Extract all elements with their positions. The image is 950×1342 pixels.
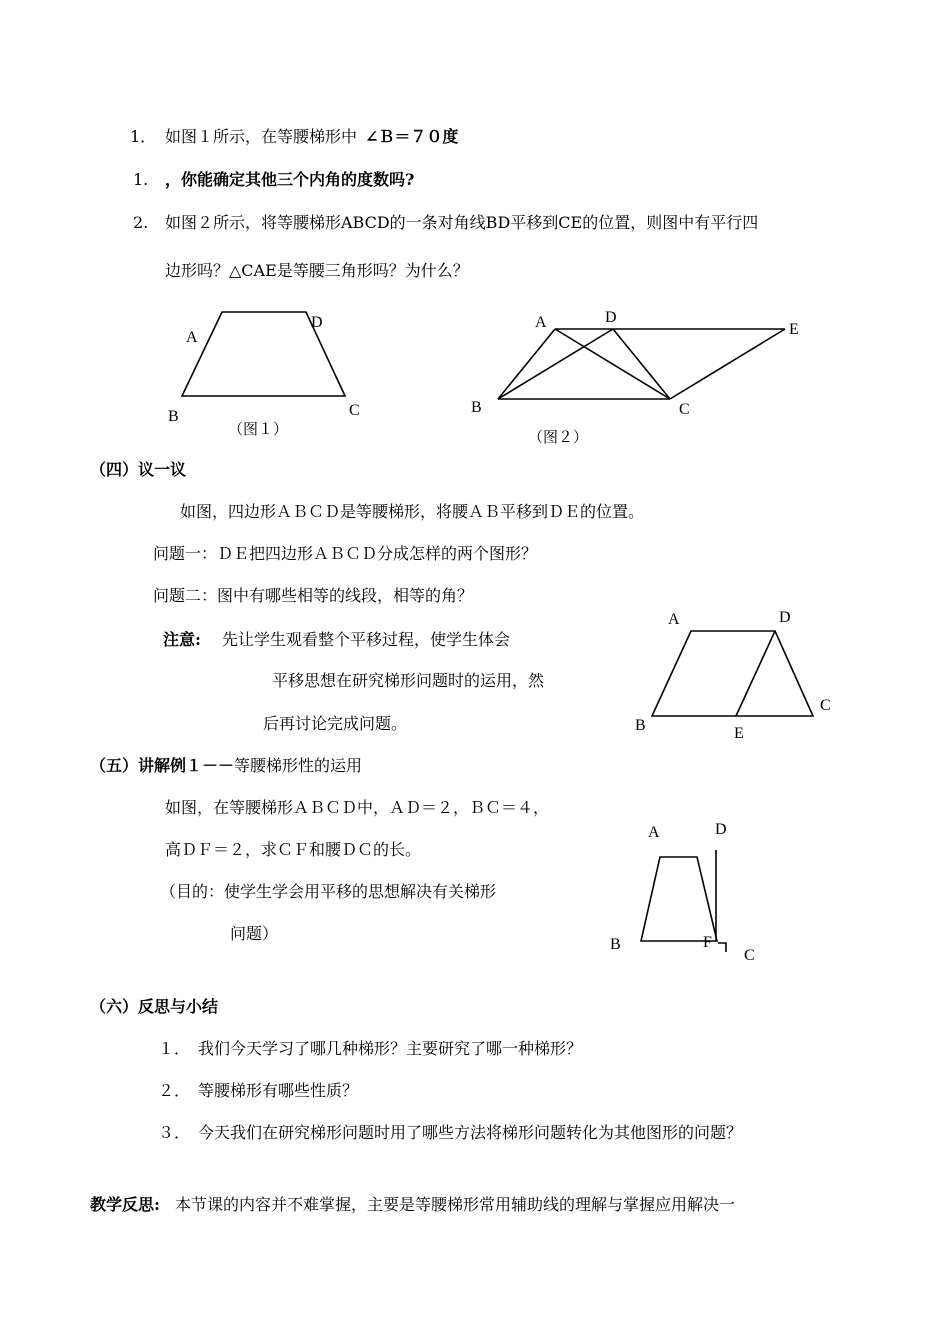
q1-text-angle: ∠Ｂ＝７０度 bbox=[365, 127, 459, 146]
fig2-label-c: C bbox=[679, 401, 690, 418]
figure-1 bbox=[168, 312, 360, 438]
example-purpose-line-2: 问题） bbox=[230, 924, 279, 943]
figure-3 bbox=[635, 609, 831, 742]
fig4-label-f: F bbox=[703, 934, 712, 951]
summary-item-1: 我们今天学习了哪几种梯形？主要研究了哪一种梯形？ bbox=[198, 1039, 583, 1058]
q3-text-line2: 边形吗？△CAE是等腰三角形吗？为什么？ bbox=[165, 261, 469, 280]
q3-number: 2. bbox=[133, 213, 149, 232]
reflection-text: 本节课的内容并不难掌握，主要是等腰梯形常用辅助线的理解与掌握应用解决一 bbox=[175, 1195, 736, 1214]
fig2-line-ce bbox=[670, 329, 785, 399]
summary-number-1: １． bbox=[158, 1039, 191, 1058]
q3-text-line1: 如图２所示，将等腰梯形ABCD的一条对角线BD平移到CE的位置，则图中有平行四 bbox=[165, 213, 759, 232]
fig1-caption: （图１） bbox=[228, 420, 289, 438]
q2-number: 1. bbox=[133, 170, 149, 189]
fig4-label-c: C bbox=[744, 947, 755, 964]
section-5-heading bbox=[90, 756, 362, 776]
fig1-label-c: C bbox=[349, 402, 360, 419]
fig2-label-e: E bbox=[789, 321, 799, 338]
figure-4 bbox=[610, 821, 755, 964]
fig2-caption: （图２） bbox=[528, 428, 589, 446]
fig3-label-e: E bbox=[734, 725, 744, 742]
section-5-heading-rest: 等腰梯形性的运用 bbox=[234, 756, 363, 775]
fig3-trapezoid bbox=[652, 631, 813, 716]
summary-number-2: ２． bbox=[158, 1081, 191, 1100]
note-line-2: 平移思想在研究梯形问题时的运用，然 bbox=[272, 671, 545, 690]
section-4-para: 如图，四边形ＡＢＣＤ是等腰梯形，将腰ＡＢ平移到ＤＥ的位置。 bbox=[180, 502, 645, 521]
fig2-line-bd bbox=[498, 329, 613, 399]
summary-item-3: 今天我们在研究梯形问题时用了哪些方法将梯形问题转化为其他图形的问题？ bbox=[198, 1123, 743, 1142]
summary-number-3: ３． bbox=[158, 1123, 191, 1142]
fig4-right-angle-mark bbox=[718, 943, 726, 952]
fig4-label-b: B bbox=[610, 936, 621, 953]
fig3-label-b: B bbox=[635, 717, 646, 734]
fig2-line-ab bbox=[498, 329, 555, 399]
reflection-label: 教学反思: bbox=[90, 1195, 160, 1214]
fig3-line-de bbox=[736, 631, 775, 716]
q1-number: 1． bbox=[130, 127, 157, 146]
section-4-question-2: 问题二：图中有哪些相等的线段，相等的角？ bbox=[153, 586, 474, 605]
note-line-1: 先让学生观看整个平移过程，使学生体会 bbox=[222, 630, 511, 649]
fig4-trapezoid bbox=[641, 857, 717, 941]
fig2-label-d: D bbox=[605, 309, 617, 326]
note-line-3: 后再讨论完成问题。 bbox=[263, 714, 408, 733]
q2-text: ，你能确定其他三个内角的度数吗? bbox=[165, 170, 415, 189]
fig4-label-d: D bbox=[715, 821, 727, 838]
fig1-label-b: B bbox=[168, 408, 179, 425]
example-line-2: 高ＤＦ＝２，求ＣＦ和腰ＤＣ的长。 bbox=[165, 840, 422, 859]
fig3-label-a: A bbox=[668, 611, 680, 628]
section-5-heading-bold: （五）讲解例１－－ bbox=[90, 756, 235, 775]
fig3-label-c: C bbox=[820, 697, 831, 714]
q1-text-a: 如图１所示，在等腰梯形中 bbox=[165, 127, 358, 146]
section-6-heading: （六）反思与小结 bbox=[90, 997, 219, 1016]
summary-item-2: 等腰梯形有哪些性质？ bbox=[198, 1081, 359, 1100]
section-4-question-1: 问题一：ＤＥ把四边形ＡＢＣＤ分成怎样的两个图形？ bbox=[153, 544, 538, 563]
fig3-label-d: D bbox=[779, 609, 791, 626]
fig1-label-d: D bbox=[311, 314, 323, 331]
fig2-label-a: A bbox=[535, 314, 547, 331]
fig2-line-ac bbox=[555, 329, 670, 399]
fig4-label-a: A bbox=[648, 824, 660, 841]
fig1-label-a: A bbox=[186, 329, 198, 346]
example-purpose-line-1: （目的：使学生学会用平移的思想解决有关梯形 bbox=[160, 882, 497, 901]
fig2-line-dc bbox=[613, 329, 670, 399]
figure-2 bbox=[471, 309, 799, 446]
section-4-heading: （四）议一议 bbox=[90, 460, 187, 479]
fig2-label-b: B bbox=[471, 399, 482, 416]
note-label: 注意: bbox=[163, 630, 201, 649]
example-line-1: 如图，在等腰梯形ＡＢＣＤ中，ＡＤ＝２，ＢＣ＝４， bbox=[165, 798, 550, 817]
